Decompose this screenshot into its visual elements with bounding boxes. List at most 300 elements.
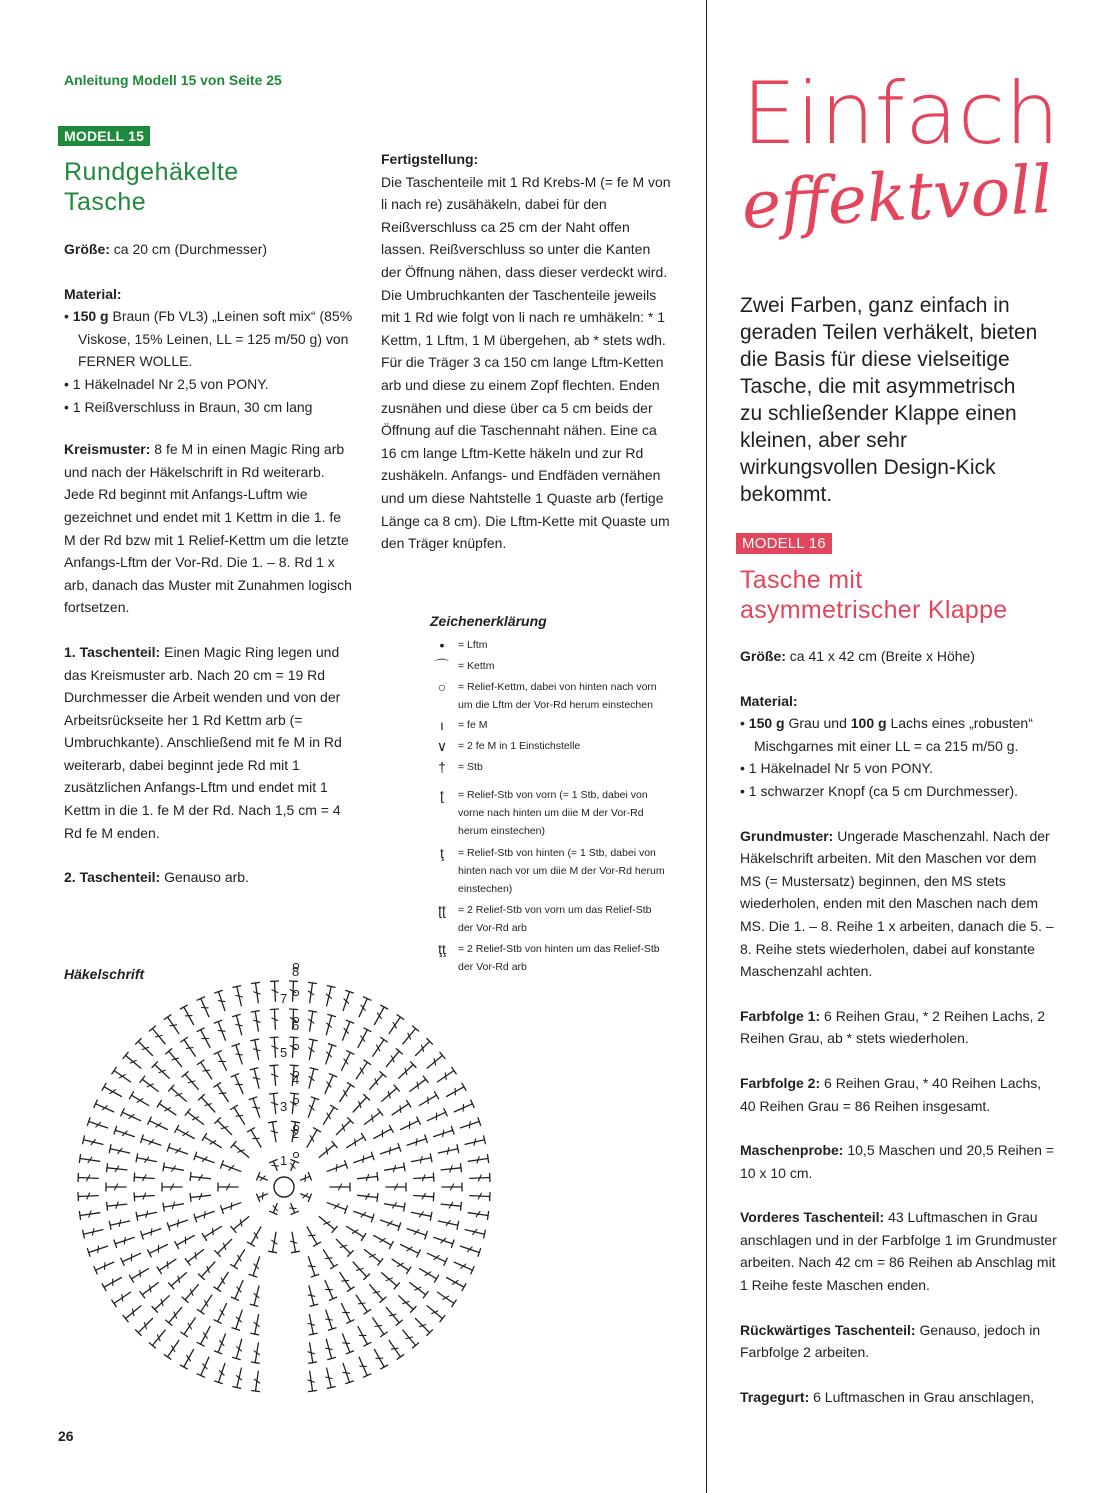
stitch-symbol — [414, 1173, 434, 1181]
stitch-symbol — [353, 1262, 370, 1280]
stitch-symbol — [231, 1280, 243, 1300]
stitch-symbol — [343, 1020, 354, 1040]
stitch-symbol — [218, 1183, 238, 1191]
stitch-symbol — [79, 1211, 99, 1220]
stitch-symbol — [386, 1307, 402, 1325]
stitch-symbol — [109, 1145, 129, 1154]
stitch-symbol — [374, 1236, 394, 1249]
stitch-symbol — [373, 1037, 388, 1056]
stitch-symbol — [129, 1092, 148, 1106]
model16-basic-pattern: Grundmuster: Ungerade Maschenzahl. Nach der Häkelschrift arbeiten. Mit den Maschen vor dem MS (= Mustersatz) beginnen, den MS stets wiederholen, enden mit den Maschen nach dem MS. Die 1. – 8. Reihe 1 x arbeiten, danach die 5. – 8. Reihe stets wiederholen, dabei auf konstante Maschenzahl achten. — [740, 827, 1054, 980]
stitch-symbol — [470, 1174, 490, 1182]
stitch-symbol — [386, 1183, 406, 1191]
stitch-symbol — [270, 1065, 278, 1085]
stitch-symbol — [163, 1202, 183, 1211]
chart-label: Häkelschrift — [64, 966, 145, 982]
stitch-symbol — [221, 1161, 241, 1172]
stitch-symbol — [419, 1269, 438, 1283]
material-item: • 1 Häkelnadel Nr 2,5 von PONY. — [64, 373, 356, 396]
stitch-symbol — [270, 1204, 278, 1215]
stitch-symbol — [319, 1142, 337, 1158]
stitch-symbol — [308, 1097, 318, 1117]
stitch-symbol — [382, 1273, 400, 1289]
model15-size: Größe: ca 20 cm (Durchmesser) — [64, 241, 268, 257]
stitch-symbol — [401, 1245, 421, 1257]
stitch-symbol — [190, 1193, 210, 1201]
stitch-symbol — [231, 1105, 245, 1124]
stitch-symbol — [102, 1083, 121, 1096]
stitch-symbol — [309, 1039, 318, 1059]
round-number: 8 — [292, 964, 300, 979]
stitch-symbol — [181, 1318, 196, 1337]
stitch-symbol — [102, 1278, 121, 1291]
stitch-symbol — [465, 1229, 485, 1238]
stitch-symbol — [336, 1239, 353, 1256]
stitch-symbol — [148, 1245, 168, 1257]
stitch-symbol — [252, 1371, 260, 1391]
stitch-symbol — [454, 1262, 474, 1274]
stitch-symbol — [359, 1357, 371, 1377]
stitch-symbol — [427, 1052, 445, 1068]
model16-size: Größe: ca 41 x 42 cm (Breite x Höhe) — [740, 648, 975, 664]
stitch-symbol — [389, 1340, 404, 1359]
stitch-symbol — [365, 1109, 383, 1125]
round-number: 7 — [280, 991, 288, 1006]
stitch-symbol — [375, 1350, 388, 1369]
stitch-symbol — [152, 1296, 169, 1313]
stitch-symbol — [323, 1105, 337, 1124]
stitch-symbol — [202, 1134, 221, 1148]
stitch-symbol — [251, 1011, 260, 1031]
stitch-symbol — [437, 1067, 456, 1082]
stitch-symbol — [197, 1357, 209, 1377]
stitch-symbol — [354, 1211, 374, 1221]
stitch-symbol — [416, 1319, 433, 1336]
stitch-symbol — [309, 1011, 317, 1031]
stitch-symbol — [136, 1211, 156, 1220]
stitch-symbol — [257, 1193, 268, 1202]
stitch-symbol — [407, 1229, 427, 1239]
stitch-symbol — [386, 1049, 402, 1067]
model16-strap: Tragegurt: 6 Luftmaschen in Grau anschlagen, — [740, 1388, 1035, 1405]
stitch-symbol — [251, 1315, 259, 1335]
stitch-symbol — [163, 1163, 183, 1171]
stitch-symbol — [232, 1310, 242, 1330]
stitch-symbol — [327, 1203, 347, 1214]
stitch-symbol — [123, 1306, 141, 1322]
stitch-symbol — [336, 1118, 353, 1135]
stitch-symbol — [309, 1068, 318, 1088]
stitch-symbol — [197, 1295, 212, 1314]
stitch-symbol — [326, 1310, 336, 1330]
stitch-symbol — [291, 1160, 299, 1171]
stitch-symbol — [412, 1212, 432, 1221]
stitch-symbol — [197, 997, 209, 1017]
stitch-symbol — [180, 1350, 193, 1369]
stitch-symbol — [214, 1083, 228, 1102]
stitch-symbol — [403, 1330, 419, 1348]
stitch-symbol — [399, 1296, 416, 1313]
model15-title-line1: Rundgehäkelte — [64, 158, 239, 186]
stitch-symbol — [269, 1232, 277, 1252]
stitch-symbol — [167, 1220, 187, 1230]
stitch-symbol — [325, 1280, 337, 1300]
stitch-symbol — [407, 1135, 427, 1145]
stitch-symbol — [248, 1128, 262, 1147]
stitch-symbol — [194, 1211, 214, 1221]
model16-color-sequence-2: Farbfolge 2: 6 Reihen Grau, * 40 Reihen Lachs, 40 Reihen Grau = 86 Reihen insgesamt. — [740, 1074, 1042, 1114]
stitch-symbol — [410, 1076, 428, 1091]
round-number: 4 — [292, 1072, 300, 1087]
stitch-symbol — [326, 1014, 335, 1034]
stitch-symbol — [107, 1164, 127, 1172]
model15-badge-label: MODELL 15 — [58, 126, 150, 146]
stitch-symbol — [167, 1144, 187, 1154]
symbol-legend: Zeichenerklärung • = Lftm ⌒ = Kettm ○ = Relief-Kettm, dabei von hinten nach vorn um die Lftm der Vor-Rd herum einstechen ı = fe M ∨ = 2 fe M in 1 Einstichstelle † = Stb ʈ = Relief-Stb von vorn (= 1 Stb, dabei von vorne nach hinten um diie M der Vor-Rd herum einstechen) ţ = Relief-Stb von hinten (= 1 Stb, dabei von hinten nach vor um diie M der Vor-Rd herum einstechen) ʈʈ = 2 Relief-Stb von vorn um das Relief-Stb der Vor-Rd arb ţţ = 2 Relief-Stb von hinten um das Relief-Stb der Vor-Rd arb — [430, 612, 690, 982]
model16-color-sequence-1: Farbfolge 1: 6 Reihen Grau, * 2 Reihen Lachs, 2 Reihen Grau, ab * stets wiederholen. — [740, 1007, 1046, 1047]
stitch-symbol — [470, 1193, 490, 1201]
stitch-symbol — [134, 1193, 154, 1201]
finishing-label: Fertigstellung: — [381, 151, 479, 167]
stitch-symbol — [447, 1083, 466, 1096]
stitch-symbol — [136, 1039, 153, 1056]
stitch-symbol — [325, 1074, 337, 1094]
stitch-symbol — [162, 1183, 182, 1191]
stitch-symbol — [87, 1246, 107, 1256]
stitch-symbol — [215, 1239, 232, 1256]
stitch-symbol — [233, 1368, 242, 1388]
stitch-symbol — [438, 1145, 458, 1154]
stitch-symbol — [327, 1161, 347, 1172]
stitch-symbol — [401, 1117, 421, 1129]
stitch-symbol — [370, 1072, 386, 1090]
stitch-symbol — [342, 1304, 354, 1324]
stitch-symbol — [152, 1062, 169, 1079]
stitch-symbol — [215, 1118, 232, 1135]
stitch-symbol — [94, 1262, 114, 1274]
stitch-symbol — [114, 1237, 134, 1247]
stitch-symbol — [270, 1037, 278, 1057]
stitch-symbol — [248, 1227, 262, 1246]
stitch-symbol — [307, 1128, 321, 1147]
stitch-symbol — [197, 1028, 210, 1048]
stitch-symbol — [269, 1121, 278, 1141]
stitch-symbol — [307, 1227, 321, 1246]
stitch-symbol — [460, 1246, 480, 1256]
model15-material: Material: • 150 g Braun (Fb VL3) „Leinen soft mix“ (85% Viskose, 15% Leinen, LL = 125 m/50 g) von FERNER WOLLE. • 1 Häkelnadel Nr 2,5 von PONY. • 1 Reißverschluss in Braun, 30 cm lang — [64, 283, 356, 419]
model16-back-part: Rückwärtiges Taschenteil: Genauso, jedoch in Farbfolge 2 arbeiten. — [740, 1321, 1041, 1361]
crochet-chart — [50, 955, 520, 1415]
stitch-symbol — [169, 1085, 187, 1101]
stitch-symbol — [197, 1327, 210, 1347]
stitch-symbol — [114, 1126, 134, 1136]
stitch-symbol — [354, 1152, 374, 1162]
model16-body — [740, 645, 1060, 1430]
stitch-symbol — [441, 1202, 461, 1210]
stitch-symbol — [140, 1283, 158, 1298]
stitch-symbol — [270, 1093, 278, 1113]
stitch-symbol — [197, 1060, 212, 1079]
model16-title — [740, 565, 1008, 625]
model16-material: Material: • 150 g Grau und 100 g Lachs eines „robusten“ Mischgarnes mit einer LL = ca 215 m/50 g. • 1 Häkelnadel Nr 5 von PONY. • 1 schwarzer Knopf (ca 5 cm Durchmesser). — [740, 690, 1060, 803]
model15-title — [64, 157, 239, 217]
stitch-symbol — [134, 1173, 154, 1181]
stitch-symbol — [343, 990, 353, 1010]
model16-title-line2: asymmetrischer Klappe — [740, 596, 1008, 624]
stitch-symbol — [414, 1193, 434, 1201]
material-item: • 1 schwarzer Knopf (ca 5 cm Durchmesser). — [740, 780, 1060, 803]
stitch-symbol — [251, 1039, 260, 1059]
relief-slip-stitch-symbol — [293, 1152, 298, 1157]
stitch-symbol — [427, 1306, 445, 1322]
stitch-symbol — [356, 1295, 371, 1314]
material-item: • 150 g Grau und 100 g Lachs eines „robusten“ Mischgarnes mit einer LL = ca 215 m/50 g. — [740, 712, 1060, 757]
stitch-symbol — [231, 1250, 245, 1269]
stitch-symbol — [358, 1327, 371, 1347]
stitch-symbol — [180, 1005, 193, 1024]
hero-subtitle: effektvoll — [739, 150, 1055, 244]
round-number: 5 — [280, 1045, 288, 1060]
stitch-symbol — [392, 1100, 411, 1115]
stitch-symbol — [301, 1173, 312, 1182]
chart-stitches — [78, 981, 490, 1392]
stitch-symbol — [257, 1173, 268, 1181]
material-item: • 150 g Braun (Fb VL3) „Leinen soft mix“ (85% Viskose, 15% Leinen, LL = 125 m/50 g) von FERNER WOLLE. — [64, 305, 356, 373]
stitch-symbol — [375, 1005, 388, 1024]
stitch-symbol — [358, 1194, 378, 1202]
stitch-symbol — [374, 1125, 394, 1138]
stitch-symbol — [121, 1109, 141, 1121]
stitch-symbol — [326, 1368, 336, 1388]
stitch-symbol — [232, 1044, 242, 1064]
round-number: 1 — [280, 1153, 288, 1168]
stitch-symbol — [136, 1319, 153, 1336]
stitch-symbol — [149, 1026, 165, 1044]
stitch-symbol — [87, 1118, 107, 1128]
stitch-symbol — [251, 1343, 259, 1363]
stitch-symbol — [416, 1039, 433, 1056]
stitch-symbol — [358, 1173, 378, 1181]
page-number: 26 — [58, 1428, 74, 1444]
stitch-symbol — [427, 1253, 447, 1265]
round-number: 3 — [280, 1099, 288, 1114]
stitch-symbol — [359, 997, 371, 1017]
stitch-symbol — [141, 1229, 161, 1239]
round-number: 2 — [292, 1126, 300, 1141]
stitch-symbol — [399, 1062, 416, 1079]
model15-part1: 1. Taschenteil: Einen Magic Ring legen und das Kreismuster arb. Nach 20 cm = 19 Rd Durchmesser die Arbeit wenden und von der Arbeitsrückseite her 1 Rd Kettm arb (= Umbruchkante). Anschließend mit fe M in Rd weiterarb, dabei beginnt jede Rd mit 1 zusätzlichen Anfangs-Lftm und endet mit 1 Kettm in die 1. fe M der Rd. Nach 1,5 cm = 4 Rd fe M enden. — [64, 643, 342, 841]
stitch-symbol — [166, 1307, 182, 1325]
stitch-symbol — [214, 1020, 225, 1040]
stitch-symbol — [109, 1220, 129, 1229]
stitch-symbol — [412, 1154, 432, 1163]
stitch-symbol — [78, 1193, 98, 1201]
stitch-symbol — [385, 1163, 405, 1172]
hero-title: Einfach — [742, 64, 1060, 164]
stitch-symbol — [270, 1160, 279, 1171]
stitch-symbol — [231, 1142, 249, 1158]
stitch-symbol — [233, 986, 243, 1006]
stitch-symbol — [79, 1155, 99, 1163]
stitch-symbol — [410, 1283, 428, 1298]
stitch-symbol — [250, 1068, 260, 1088]
finishing-text: Die Taschenteile mit 1 Rd Krebs-M (= fe M von li nach re) zusähäkeln, dabei für den Reißverschluss ca 25 cm der Naht offen lassen. Reißverschluss so unter die Kanten der Öffnung nähen, dass dieser verdeckt wird. Die Umbruchkanten der Taschenteile jeweils mit 1 Rd wie folgt von li nach re umhäkeln: * 1 Kettm, 1 Lftm, 1 M übergehen, ab * stets wdh. Für die Träger 3 ca 150 cm lange Lftm-Ketten arb und diese zu einem Zopf flechten. Enden zusnähen und diese über ca 5 cm beids der Öffnung auf die Taschennaht nähen. Eine ca 16 cm lange Lftm-Kette häkeln und zur Rd zushäkeln. Anfangs- und Endfäden vernähen und um diese Nahtstelle 1 Quaste arb (fertige Länge ca 8 cm). Die Lftm-Kette mit Quaste um den Träger knüpfen. — [381, 173, 671, 552]
stitch-symbol — [468, 1155, 488, 1164]
round-number: 6 — [292, 1018, 300, 1033]
stitch-symbol — [231, 1074, 243, 1094]
model15-pattern: Kreismuster: 8 fe M in einen Magic Ring arb und nach der Häkelschrift in Rd weiterarb. Jede Rd beginnt mit Anfangs-Luftm wie gezeichnet und endet mit 1 Kettm in die 1. fe M der Rd bzw mit 1 Relief-Kettm um die letzte Anfangs-Lftm der Vor-Rd. Die 1. – 8. Rd 1 x arb, danach das Muster mit Zunahmen logisch fortsetzen. — [64, 441, 352, 616]
stitch-symbol — [182, 1285, 198, 1303]
stitch-symbol — [270, 1009, 278, 1029]
stitch-symbol — [437, 1292, 456, 1307]
stitch-symbol — [129, 1269, 148, 1283]
stitch-symbol — [148, 1117, 168, 1129]
stitch-symbol — [106, 1183, 126, 1191]
stitch-symbol — [381, 1220, 401, 1230]
material-item: • 1 Häkelnadel Nr 5 von PONY. — [740, 757, 1060, 780]
stitch-symbol — [250, 1286, 259, 1306]
stitch-symbol — [370, 1285, 386, 1303]
stitch-symbol — [403, 1026, 419, 1044]
stitch-symbol — [301, 1194, 312, 1202]
stitch-symbol — [326, 986, 335, 1006]
stitch-symbol — [166, 1049, 182, 1067]
stitch-symbol — [356, 1060, 371, 1079]
stitch-symbol — [308, 1343, 317, 1363]
stitch-symbol — [175, 1236, 195, 1249]
model15-badge — [58, 126, 150, 146]
stitch-symbol — [308, 1257, 318, 1277]
stitch-symbol — [326, 1044, 336, 1064]
stitch-symbol — [381, 1144, 401, 1154]
stitch-symbol — [373, 1318, 388, 1337]
stitch-symbol — [194, 1152, 214, 1162]
stitch-symbol — [94, 1100, 114, 1112]
stitch-symbol — [434, 1237, 454, 1247]
stitch-symbol — [290, 981, 298, 1001]
stitch-symbol — [233, 1339, 242, 1359]
model15-finishing — [381, 148, 673, 555]
stitch-symbol — [323, 1250, 337, 1269]
stitch-symbol — [157, 1100, 176, 1115]
stitch-symbol — [157, 1259, 176, 1274]
stitch-symbol — [465, 1136, 485, 1146]
stitch-symbol — [214, 1051, 226, 1071]
model15-body — [64, 238, 356, 911]
stitch-symbol — [198, 1095, 215, 1113]
stitch-symbol — [330, 1183, 350, 1191]
stitch-symbol — [136, 1154, 156, 1163]
stitch-symbol — [164, 1340, 179, 1359]
stitch-symbol — [434, 1126, 454, 1136]
stitch-symbol — [308, 1371, 317, 1391]
stitch-symbol — [215, 990, 225, 1010]
stitch-symbol — [308, 1315, 317, 1335]
stitch-symbol — [121, 1253, 141, 1265]
stitch-symbol — [181, 1037, 196, 1056]
stitch-symbol — [252, 982, 261, 1002]
stitch-symbol — [343, 1363, 353, 1383]
stitch-symbol — [141, 1135, 161, 1145]
stitch-symbol — [326, 1339, 336, 1359]
stitch-symbol — [164, 1015, 179, 1034]
stitch-symbol — [441, 1164, 461, 1172]
stitch-symbol — [231, 1217, 249, 1233]
stitch-symbol — [112, 1067, 131, 1082]
stitch-symbol — [169, 1273, 187, 1289]
stitch-symbol — [149, 1330, 165, 1348]
stitch-symbol — [454, 1100, 474, 1112]
stitch-symbol — [382, 1085, 400, 1101]
model16-badge-label: MODELL 16 — [736, 533, 832, 554]
stitch-symbol — [233, 1014, 243, 1034]
stitch-symbol — [198, 1262, 215, 1280]
stitch-symbol — [83, 1136, 103, 1145]
stitch-symbol — [249, 1097, 259, 1117]
stitch-symbol — [78, 1174, 98, 1182]
stitch-symbol — [271, 981, 279, 1001]
stitch-symbol — [308, 982, 316, 1002]
stitch-symbol — [202, 1226, 221, 1240]
stitch-symbol — [460, 1118, 480, 1128]
instruction-reference: Anleitung Modell 15 von Seite 25 — [64, 72, 282, 88]
stitch-symbol — [353, 1095, 370, 1113]
stitch-symbol — [290, 1204, 299, 1215]
stitch-symbol — [190, 1173, 210, 1181]
model15-part2: 2. Taschenteil: Genauso arb. — [64, 869, 249, 886]
intro-text: Zwei Farben, ganz einfach in geraden Teilen verhäkelt, bieten die Basis für diese vielseitige Tasche, die mit asymmetrisch zu schließender Klappe einen kleinen, aber sehr wirkungsvollen Design-Kick bekommt. — [740, 294, 1038, 506]
stitch-symbol — [249, 1257, 259, 1277]
stitch-symbol — [419, 1092, 438, 1106]
stitch-symbol — [358, 1028, 371, 1048]
stitch-symbol — [107, 1202, 127, 1210]
stitch-symbol — [185, 1109, 203, 1125]
stitch-symbol — [221, 1203, 241, 1214]
stitch-symbol — [340, 1272, 354, 1291]
stitch-symbol — [308, 1286, 318, 1306]
model16-gauge: Maschenprobe: 10,5 Maschen und 20,5 Reihen = 10 x 10 cm. — [740, 1142, 1055, 1181]
stitch-symbol — [392, 1259, 411, 1274]
stitch-symbol — [123, 1052, 141, 1068]
stitch-symbol — [343, 1334, 354, 1354]
stitch-symbol — [468, 1211, 488, 1219]
stitch-symbol — [83, 1229, 103, 1239]
magic-ring — [274, 1177, 294, 1197]
stitch-symbol — [140, 1076, 158, 1091]
stitch-symbol — [185, 1250, 203, 1266]
stitch-symbol — [385, 1203, 405, 1211]
stitch-symbol — [291, 1232, 300, 1252]
stitch-symbol — [342, 1051, 354, 1071]
stitch-symbol — [182, 1072, 198, 1090]
stitch-symbol — [347, 1134, 366, 1148]
stitch-symbol — [175, 1125, 195, 1138]
stitch-symbol — [214, 1272, 228, 1291]
stitch-symbol — [214, 1304, 226, 1324]
model16-front-part: Vorderes Taschenteil: 43 Luftmaschen in Grau anschlagen und in der Farbfolge 1 im Grundmuster arbeiten. Nach 42 cm = 86 Reihen ab Anschlag mit 1 Reihe feste Maschen enden. — [740, 1209, 1057, 1294]
material-item: • 1 Reißverschluss in Braun, 30 cm lang — [64, 396, 356, 419]
stitch-symbol — [215, 1363, 225, 1383]
stitch-symbol — [214, 1334, 225, 1354]
column-divider — [706, 0, 707, 1493]
model16-badge — [736, 533, 832, 554]
stitch-symbol — [340, 1083, 354, 1102]
stitch-symbol — [389, 1015, 404, 1034]
stitch-symbol — [427, 1109, 447, 1121]
stitch-symbol — [447, 1278, 466, 1291]
stitch-symbol — [438, 1221, 458, 1230]
stitch-symbol — [347, 1226, 366, 1240]
